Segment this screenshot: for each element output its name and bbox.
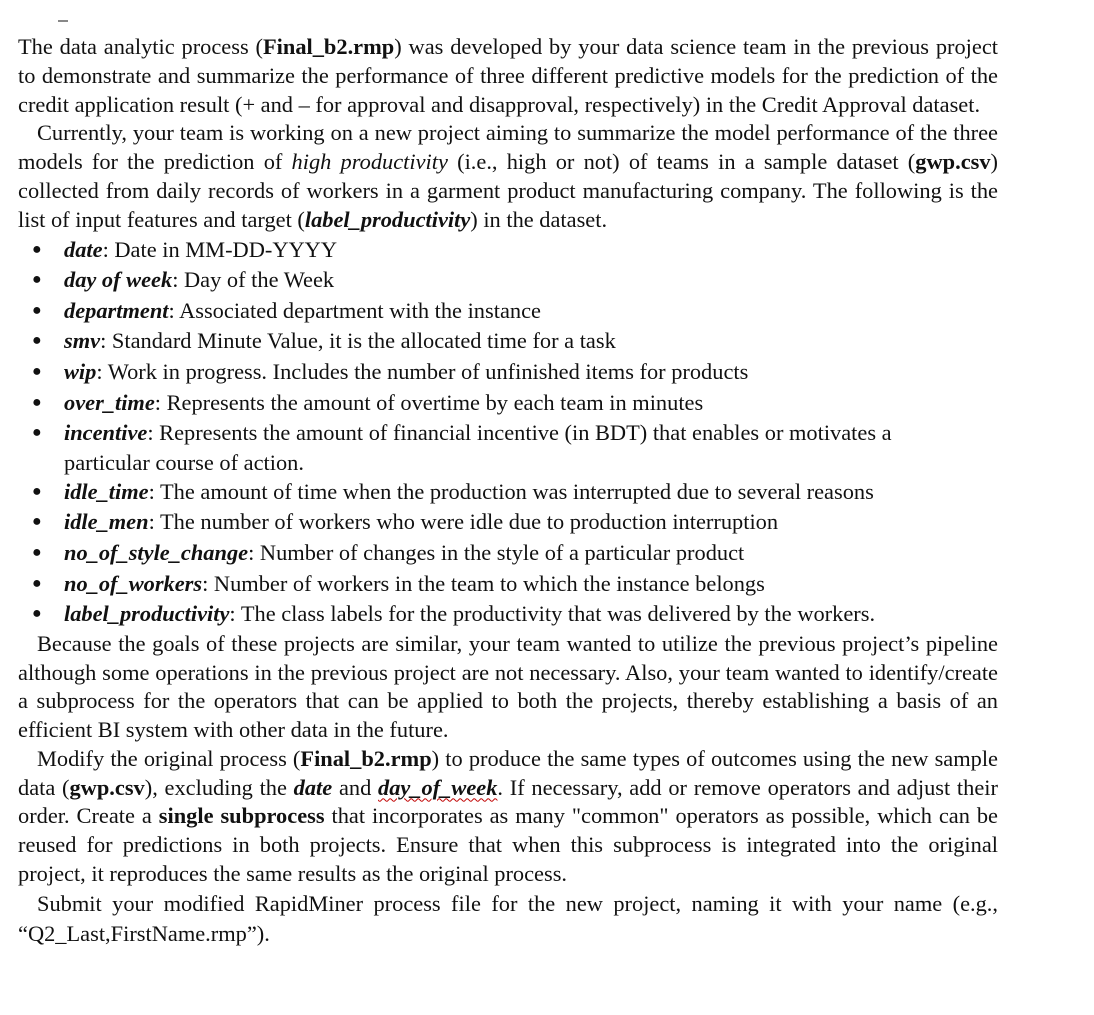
file-name: Final_b2.rmp [262,34,395,59]
bullet-icon: ● [32,574,42,592]
document-body [18,33,998,949]
bullet-icon: ● [32,271,42,289]
list-item: ● no_of_workers: Number of workers in the team to which the instance belongs [18,569,998,600]
bullet-icon: ● [32,543,42,561]
list-item: ● day of week: Day of the Week [18,265,998,296]
spellcheck-flagged-word: day_of_week [378,774,498,800]
bullet-icon: ● [32,393,42,411]
paragraph-intro-1: The data analytic process (Final_b2.rmp) was developed by your data science team in the previous project to demonstrate and summarize the performance of three different predictive models for the prediction of the credit application result (+ and – for approval and disapproval, respectively) in the Credit Approval dataset. [18,34,998,117]
list-item: ● date: Date in MM-DD-YYYY [18,235,998,266]
top-mark [58,20,68,22]
dataset-name: gwp.csv [915,149,991,175]
list-item: ● idle_men: The number of workers who were idle due to production interruption [18,507,998,538]
paragraph-intro-2: Currently, your team is working on a new project aiming to summarize the model performance of the three models for the prediction of high productivity (i.e., high or not) of teams in a sample dataset (gwp.csv) collected from daily records of workers in a garment product manufacturing company. The following is the list of input features and target (label_productivity) in the dataset. [18,120,999,232]
paragraph-instructions: Modify the original process (Final_b2.rmp) to produce the same types of outcomes using the new sample data (gwp.csv), excluding the date and day_of_week. If necessary, add or remove operators and adjust their order. Create a single subprocess that incorporates as many "common" operators as possible, which can be reused for predictions in both projects. Ensure that when this subprocess is integrated into the original project, it reproduces the same results as the original process. [18,745,998,887]
bullet-icon: ● [32,424,42,442]
paragraph-submission: Submit your modified RapidMiner process file for the new project, naming it with your name (e.g., “Q2_Last,FirstName.rmp”). [18,890,998,946]
list-item: ● department: Associated department with the instance [18,296,998,327]
list-item: ● smv: Standard Minute Value, it is the allocated time for a task [18,326,998,357]
bullet-icon: ● [32,605,42,623]
list-item: ● over_time: Represents the amount of overtime by each team in minutes [18,388,998,419]
bullet-icon: ● [32,482,42,500]
list-item: ● incentive: Represents the amount of financial incentive (in BDT) that enables or motivates a particular course of action. [32,420,892,475]
bullet-icon: ● [32,362,42,380]
bullet-icon: ● [32,240,42,258]
target-name: label_productivity [304,206,471,232]
paragraph-goals: Because the goals of these projects are similar, your team wanted to utilize the previous project’s pipeline although some operations in the previous project are not necessary. Also, your team wanted to identify/create a subprocess for the operators that can be applied to both the projects, thereby establishing a basis of an efficient BI system with other data in the future. [18,630,998,743]
list-item: ● wip: Work in progress. Includes the number of unfinished items for products [18,357,998,388]
bullet-icon: ● [32,513,42,531]
list-item: ● label_productivity: The class labels for the productivity that was delivered by the workers. [18,599,998,630]
feature-list [18,235,998,630]
list-item: ● idle_time: The amount of time when the production was interrupted due to several reasons [18,477,998,508]
bullet-icon: ● [32,301,42,319]
bullet-icon: ● [32,332,42,350]
list-item: ● no_of_style_change: Number of changes in the style of a particular product [18,538,998,569]
